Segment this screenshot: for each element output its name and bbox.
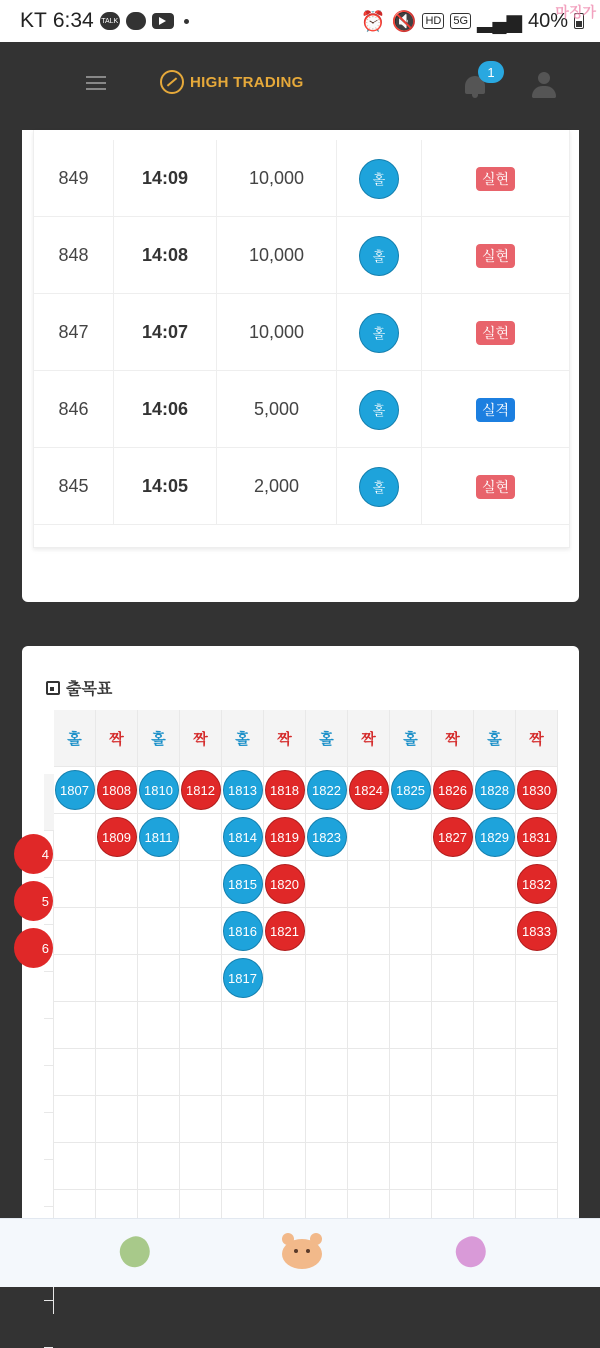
betting-history-card [22, 130, 579, 602]
grid-cell [180, 861, 221, 908]
round-time: 14:08 [114, 217, 217, 294]
pick-badge: 홀 [359, 390, 399, 430]
network-icon: 5G [450, 13, 471, 29]
status-left [20, 9, 189, 33]
grid-cell [432, 814, 473, 861]
grid-cell [180, 1049, 221, 1096]
grid-cell [474, 1096, 515, 1143]
grid-cell [180, 767, 221, 814]
pick-cell [337, 294, 422, 371]
grid-cell [474, 767, 515, 814]
signal-icon: ▂▄▆ [477, 10, 522, 33]
grid-cell [306, 1096, 347, 1143]
grid-cell [306, 1143, 347, 1190]
column-header: 홀 [390, 710, 431, 767]
result-ball: 1820 [265, 864, 305, 904]
grid-cell [474, 1002, 515, 1049]
grid-cell [348, 1143, 389, 1190]
grid-cell [264, 861, 305, 908]
grid-cell [474, 814, 515, 861]
grid-cell [432, 1049, 473, 1096]
column-header: 짝 [432, 710, 473, 767]
grid-cell [348, 1049, 389, 1096]
result-ball: 1817 [223, 958, 263, 998]
hd-icon: HD [422, 13, 444, 29]
result-ball: 1829 [475, 817, 515, 857]
kakaotalk-icon: TALK [100, 12, 120, 30]
grid-cell [306, 955, 347, 1002]
result-ball: 6 [14, 928, 53, 968]
grid-cell [348, 1096, 389, 1143]
grid-cell [432, 767, 473, 814]
grid-cell [96, 908, 137, 955]
result-ball: 1823 [307, 817, 347, 857]
result-ball: 1826 [433, 770, 473, 810]
result-ball: 1812 [181, 770, 221, 810]
grid-cell [138, 767, 179, 814]
grid-cell [54, 1002, 95, 1049]
grid-cell [516, 861, 557, 908]
app-header [0, 42, 600, 130]
result-badge: 실현 [476, 475, 515, 499]
history-row [34, 140, 569, 217]
round-number: 845 [34, 448, 114, 525]
grid-cell [348, 1002, 389, 1049]
grid-cell [138, 908, 179, 955]
grid-column [432, 710, 474, 1250]
pick-cell [337, 448, 422, 525]
grid-cell [390, 1096, 431, 1143]
grid-column [54, 710, 96, 1250]
grid-cell [432, 861, 473, 908]
grid-cell [138, 814, 179, 861]
result-ball: 4 [14, 834, 53, 874]
result-cell [422, 140, 569, 217]
grid-cell [54, 1143, 95, 1190]
grid-cell [306, 861, 347, 908]
youtube-icon [152, 13, 174, 29]
grid-cell [180, 1143, 221, 1190]
grid-cell [54, 814, 95, 861]
bottom-nav [0, 1218, 600, 1287]
grid-column [222, 710, 264, 1250]
bet-amount: 2,000 [217, 448, 337, 525]
carrier-label: KT [20, 9, 47, 32]
grid-cell [54, 1049, 95, 1096]
grid-cell [516, 1096, 557, 1143]
grid-cell [390, 1143, 431, 1190]
pick-cell [337, 140, 422, 217]
column-header: 홀 [222, 710, 263, 767]
menu-icon[interactable] [86, 76, 106, 90]
result-ball: 1825 [391, 770, 431, 810]
logo-icon [160, 70, 184, 94]
result-badge: 실현 [476, 167, 515, 191]
grid-cell [96, 1096, 137, 1143]
result-ball: 1831 [517, 817, 557, 857]
result-cell [422, 217, 569, 294]
result-ball: 1818 [265, 770, 305, 810]
battery-level: 40% [527, 9, 568, 32]
result-ball: 1810 [139, 770, 179, 810]
pick-badge: 홀 [359, 467, 399, 507]
grid-cell [390, 955, 431, 1002]
grid-cell [474, 908, 515, 955]
round-number: 846 [34, 371, 114, 448]
result-chart-card [22, 646, 579, 1246]
grid-cell [390, 1049, 431, 1096]
round-number: 849 [34, 140, 114, 217]
history-row [34, 294, 569, 371]
grid-cell [348, 861, 389, 908]
pick-badge: 홀 [359, 236, 399, 276]
grid-cell [264, 1049, 305, 1096]
grid-cell [390, 861, 431, 908]
grid-cell [264, 1143, 305, 1190]
brand-name: HIGH TRADING [190, 73, 304, 91]
grid-cell [264, 1096, 305, 1143]
result-ball: 1824 [349, 770, 389, 810]
grid-cell [54, 861, 95, 908]
column-header: 홀 [54, 710, 95, 767]
grid-column [96, 710, 138, 1250]
pick-cell [337, 371, 422, 448]
pick-cell [337, 217, 422, 294]
column-header: 홀 [138, 710, 179, 767]
grid-cell [96, 767, 137, 814]
status-right [361, 9, 584, 34]
grid-cell [138, 1049, 179, 1096]
bet-amount: 10,000 [217, 217, 337, 294]
grid-cell [516, 908, 557, 955]
bet-amount: 10,000 [217, 140, 337, 217]
grid-cell [264, 908, 305, 955]
alarm-icon: ⏰ [360, 10, 386, 33]
grid-column [138, 710, 180, 1250]
grid-cell [516, 955, 557, 1002]
grid-cell [180, 1002, 221, 1049]
result-ball: 1813 [223, 770, 263, 810]
grid-cell [96, 1002, 137, 1049]
grid-cell [222, 1002, 263, 1049]
result-cell [422, 294, 569, 371]
grid-cell [474, 861, 515, 908]
column-header: 짝 [348, 710, 389, 767]
green-bean-icon[interactable] [115, 1232, 155, 1272]
result-badge: 실현 [476, 321, 515, 345]
column-header: 짝 [96, 710, 137, 767]
grid-column [264, 710, 306, 1250]
grid-cell [516, 1143, 557, 1190]
more-notifications-icon [184, 19, 189, 24]
grid-cell [264, 814, 305, 861]
grid-cell [306, 1002, 347, 1049]
grid-cell [390, 1002, 431, 1049]
result-ball: 1807 [55, 770, 95, 810]
grid-cell [222, 767, 263, 814]
grid-cell [390, 814, 431, 861]
grid-cell [180, 814, 221, 861]
round-time: 14:09 [114, 140, 217, 217]
grid-cell [138, 861, 179, 908]
grid-cell [348, 955, 389, 1002]
result-ball: 1815 [223, 864, 263, 904]
grid-cell [138, 955, 179, 1002]
result-ball: 1822 [307, 770, 347, 810]
grid-cell [306, 767, 347, 814]
grid-cell [390, 908, 431, 955]
pick-badge: 홀 [359, 159, 399, 199]
grid-column [516, 710, 558, 1250]
grid-cell [348, 814, 389, 861]
round-time: 14:06 [114, 371, 217, 448]
result-ball: 1821 [265, 911, 305, 951]
grid-cell [96, 1049, 137, 1096]
grid-cell [96, 861, 137, 908]
result-ball: 5 [14, 881, 53, 921]
result-cell [422, 371, 569, 448]
grid-cell [264, 955, 305, 1002]
grid-column [348, 710, 390, 1250]
result-ball: 1830 [517, 770, 557, 810]
grid-cell [306, 908, 347, 955]
grid-cell [516, 767, 557, 814]
column-header: 짝 [180, 710, 221, 767]
round-time: 14:05 [114, 448, 217, 525]
result-cell [422, 448, 569, 525]
status-bar [0, 0, 600, 42]
grid-cell [432, 908, 473, 955]
grid-cell [348, 908, 389, 955]
chat-icon [126, 12, 146, 30]
grid-column [180, 710, 222, 1250]
grid-cell [264, 1002, 305, 1049]
result-ball: 1808 [97, 770, 137, 810]
grid-cell [138, 1002, 179, 1049]
grid-cell [180, 908, 221, 955]
result-ball: 1827 [433, 817, 473, 857]
bet-amount: 5,000 [217, 371, 337, 448]
clock: 6:34 [52, 9, 94, 32]
grid-cell [222, 908, 263, 955]
grid-cell [474, 1049, 515, 1096]
column-header: 홀 [474, 710, 515, 767]
grid-cell [474, 1143, 515, 1190]
grid-cell [516, 1049, 557, 1096]
brand-logo[interactable] [160, 70, 304, 94]
mute-icon: 🔇 [391, 10, 417, 33]
grid-cell [474, 955, 515, 1002]
round-number: 847 [34, 294, 114, 371]
grid-cell [96, 1143, 137, 1190]
grid-cell [222, 955, 263, 1002]
grid-column [306, 710, 348, 1250]
grid-cell [180, 955, 221, 1002]
grid-cell [54, 767, 95, 814]
grid-cell [348, 767, 389, 814]
grid-column [474, 710, 516, 1250]
bear-icon[interactable] [280, 1233, 324, 1269]
grid-cell [516, 814, 557, 861]
column-header: 짝 [264, 710, 305, 767]
result-grid[interactable] [41, 710, 558, 1250]
result-ball: 1814 [223, 817, 263, 857]
pink-bean-icon[interactable] [451, 1232, 491, 1272]
bet-amount: 10,000 [217, 294, 337, 371]
grid-cell [96, 814, 137, 861]
calendar-icon [46, 681, 60, 695]
result-ball: 1832 [517, 864, 557, 904]
grid-column [390, 710, 432, 1250]
grid-cell [432, 1096, 473, 1143]
watermark: 마징가 [555, 4, 596, 20]
grid-cell [432, 1143, 473, 1190]
result-ball: 1809 [97, 817, 137, 857]
grid-cell [96, 955, 137, 1002]
grid-cell [54, 1096, 95, 1143]
pick-badge: 홀 [359, 313, 399, 353]
history-row [34, 217, 569, 294]
grid-cell [138, 1096, 179, 1143]
grid-cell [222, 1096, 263, 1143]
grid-cell [222, 1143, 263, 1190]
history-table [33, 130, 570, 548]
column-header: 짝 [516, 710, 557, 767]
grid-cell [180, 1096, 221, 1143]
round-time: 14:07 [114, 294, 217, 371]
history-row [34, 448, 569, 525]
chart-title [46, 676, 112, 699]
result-ball: 1828 [475, 770, 515, 810]
result-ball: 1819 [265, 817, 305, 857]
user-profile-icon[interactable] [531, 72, 557, 98]
result-badge: 실격 [476, 398, 515, 422]
grid-cell [54, 908, 95, 955]
grid-cell [222, 1049, 263, 1096]
grid-cell [222, 814, 263, 861]
grid-cell [432, 1002, 473, 1049]
grid-cell [222, 861, 263, 908]
grid-cell [264, 767, 305, 814]
result-badge: 실현 [476, 244, 515, 268]
grid-cell [432, 955, 473, 1002]
result-ball: 1816 [223, 911, 263, 951]
grid-cell [306, 1049, 347, 1096]
column-header: 홀 [306, 710, 347, 767]
grid-cell [138, 1143, 179, 1190]
grid-cell [390, 767, 431, 814]
grid-cell [306, 814, 347, 861]
chart-title-text: 출목표 [66, 679, 113, 698]
grid-cell [516, 1002, 557, 1049]
result-ball: 1833 [517, 911, 557, 951]
history-row [34, 371, 569, 448]
grid-cell [54, 955, 95, 1002]
notification-badge: 1 [478, 61, 504, 83]
result-ball: 1811 [139, 817, 179, 857]
round-number: 848 [34, 217, 114, 294]
